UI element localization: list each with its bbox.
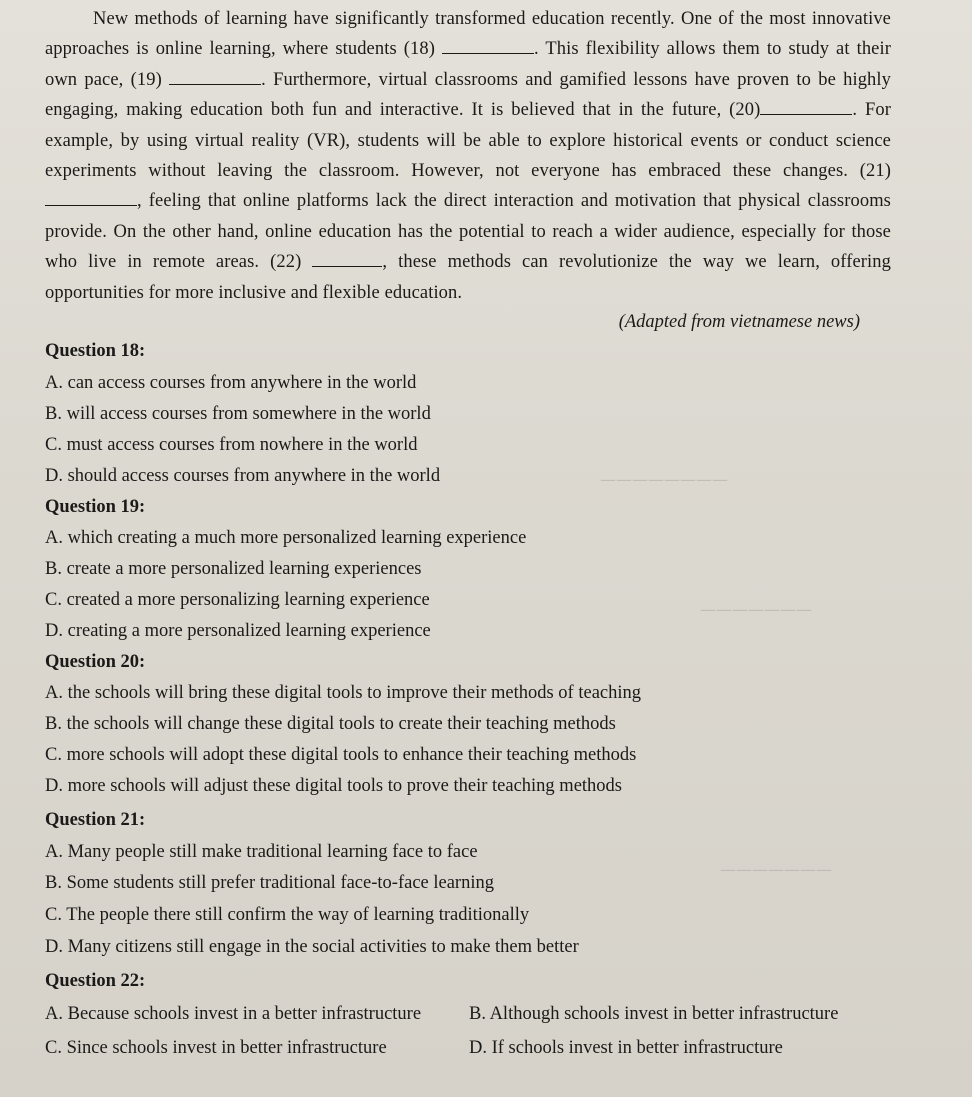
question-22-option-d[interactable]: D. If schools invest in better infrastructure [469, 1038, 783, 1058]
question-18-option-b[interactable]: B. will access courses from somewhere in the world [45, 404, 431, 424]
question-20-option-c[interactable]: C. more schools will adopt these digital tools to enhance their teaching methods [45, 745, 637, 765]
question-22-option-a[interactable]: A. Because schools invest in a better infrastructure [45, 1004, 422, 1024]
passage-text: , these methods can revolutionize the way we learn, offering opportunities for more inclusive and flexible education. [45, 252, 891, 303]
question-22-title: Question 22: [45, 971, 146, 991]
question-19-option-a[interactable]: A. which creating a much more personalized learning experience [45, 528, 527, 548]
gap-22-blank [312, 250, 382, 267]
gap-19-blank [169, 68, 261, 85]
question-18-option-c[interactable]: C. must access courses from nowhere in the world [45, 435, 418, 455]
passage-text: New methods of learning have significantly transformed education recently. One of the most innovative approaches is online learning, where students [45, 9, 891, 60]
passage-source: (Adapted from vietnamese news) [618, 312, 860, 332]
question-22-option-c[interactable]: C. Since schools invest in better infrastructure [45, 1038, 387, 1058]
question-20-option-d[interactable]: D. more schools will adjust these digital tools to prove their teaching methods [45, 776, 622, 796]
gap-20-blank [760, 98, 852, 115]
bleed-through-decoration: ——————— [700, 600, 812, 619]
question-21-option-a[interactable]: A. Many people still make traditional learning face to face [45, 842, 478, 862]
bleed-through-decoration: ———————— [600, 470, 728, 489]
question-19-title: Question 19: [45, 497, 146, 517]
gap-label-22: (22) [270, 252, 302, 273]
question-19-option-d[interactable]: D. creating a more personalized learning experience [45, 621, 431, 641]
question-21-option-b[interactable]: B. Some students still prefer traditional face-to-face learning [45, 873, 494, 893]
gap-21-blank [45, 189, 137, 206]
bleed-through-decoration: ——————— [720, 860, 832, 879]
question-20-title: Question 20: [45, 652, 146, 672]
gap-18-blank [442, 37, 534, 54]
question-18-title: Question 18: [45, 341, 146, 361]
passage-text: . For example, by using virtual reality (VR), students will be able to explore historical events or conduct science experiments without leaving the classroom. However, not everyone has embraced these changes. [45, 100, 891, 182]
question-21-title: Question 21: [45, 810, 146, 830]
gap-label-21: (21) [859, 161, 891, 182]
passage-text: , feeling that online platforms lack the direct interaction and motivation that physical classrooms provide. On the other hand, online education has the potential to reach a wider audience, especially for those who live in remote areas. [45, 191, 891, 273]
passage-text: . This flexibility allows them to study at their own pace, [45, 39, 891, 90]
gap-label-19: (19) [130, 69, 162, 90]
reading-passage [45, 4, 891, 308]
question-21-option-d[interactable]: D. Many citizens still engage in the social activities to make them better [45, 937, 579, 957]
passage-text: . Furthermore, virtual classrooms and gamified lessons have proven to be highly engaging, making education both fun and interactive. It is believed that in the future, [45, 69, 891, 121]
question-18-option-a[interactable]: A. can access courses from anywhere in the world [45, 373, 417, 393]
question-19-option-b[interactable]: B. create a more personalized learning experiences [45, 559, 422, 579]
gap-label-20: (20) [729, 100, 761, 121]
question-22-option-b[interactable]: B. Although schools invest in better infrastructure [469, 1004, 839, 1024]
question-18-option-d[interactable]: D. should access courses from anywhere in the world [45, 466, 441, 486]
question-20-option-b[interactable]: B. the schools will change these digital tools to create their teaching methods [45, 714, 616, 734]
question-19-option-c[interactable]: C. created a more personalizing learning experience [45, 590, 430, 610]
question-20-option-a[interactable]: A. the schools will bring these digital tools to improve their methods of teaching [45, 683, 642, 703]
question-21-option-c[interactable]: C. The people there still confirm the way of learning traditionally [45, 905, 530, 925]
gap-label-18: (18) [403, 39, 435, 60]
